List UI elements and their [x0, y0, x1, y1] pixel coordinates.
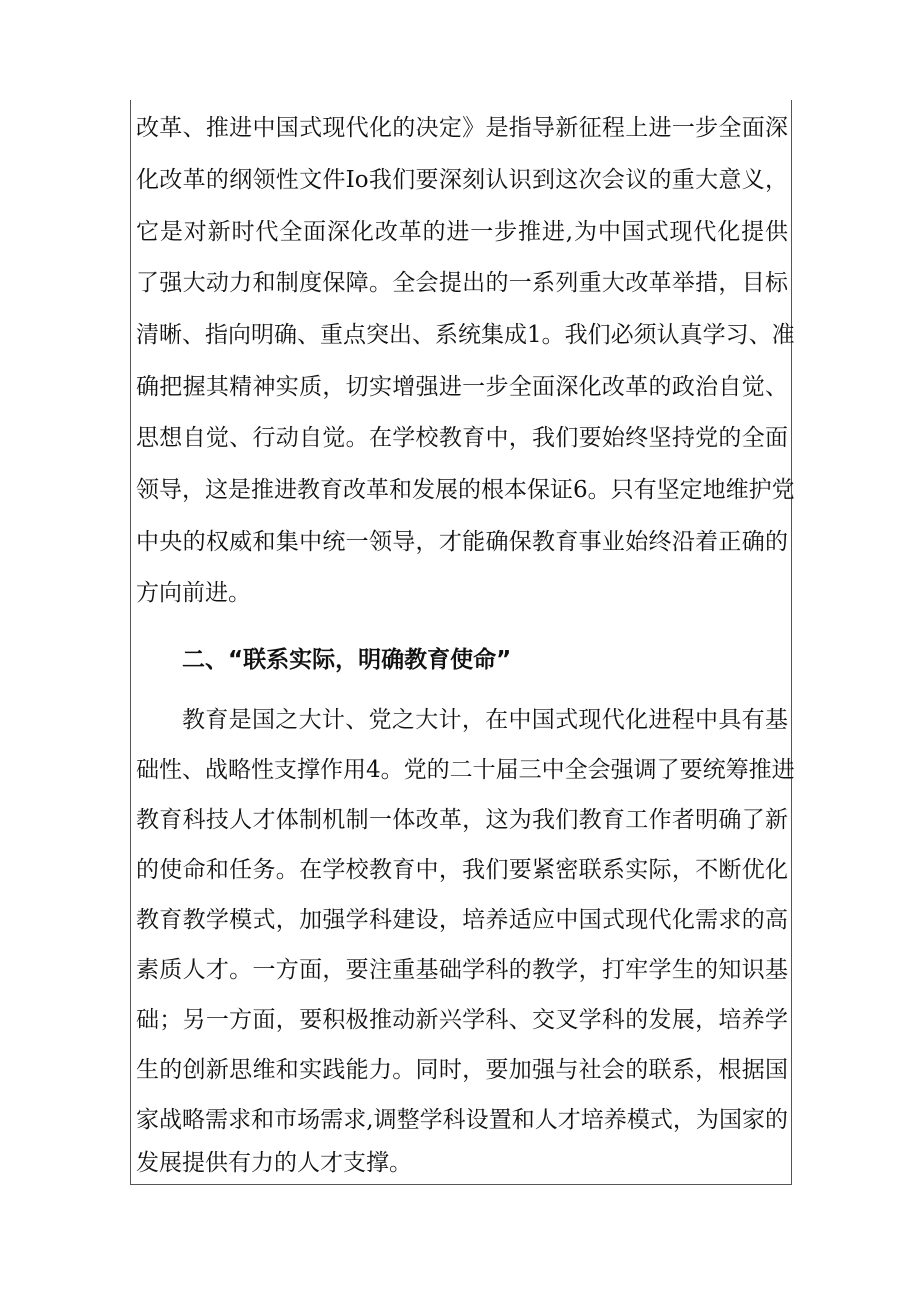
paragraph-1-line-7: 思想自觉、行动自觉。在学校教育中，我们要始终坚持党的全面 — [136, 425, 788, 451]
section-2-heading: 二、“联系实际，明确教育使命” — [182, 647, 512, 673]
paragraph-2-line-6: 素质人才。一方面，要注重基础学科的教学，打牢学生的知识基 — [136, 957, 788, 983]
paragraph-1-line-2: 化改革的纲领性文件Io我们要深刻认识到这次会议的重大意义， — [136, 167, 788, 193]
paragraph-1-line-1: 改革、推进中国式现代化的决定》是指导新征程上进一步全面深 — [136, 115, 788, 141]
paragraph-1-line-5: 清晰、指向明确、重点突出、系统集成1。我们必须认真学习、准 — [136, 322, 795, 348]
paragraph-1-line-8: 领导，这是推进教育改革和发展的根本保证6。只有坚定地维护党 — [136, 477, 795, 503]
paragraph-2-line-3: 教育科技人才体制机制一体改革，这为我们教育工作者明确了新 — [136, 807, 788, 833]
paragraph-2-line-9: 家战略需求和市场需求,调整学科设置和人才培养模式，为国家的 — [136, 1107, 788, 1133]
paragraph-1-line-6: 确把握其精神实质，切实增强进一步全面深化改革的政治自觉、 — [136, 374, 788, 400]
paragraph-2-line-7: 础；另一方面，要积极推动新兴学科、交叉学科的发展，培养学 — [136, 1007, 788, 1033]
paragraph-1-line-9: 中央的权威和集中统一领导，才能确保教育事业始终沿着正确的 — [136, 529, 788, 555]
paragraph-1-line-3: 它是对新时代全面深化改革的进一步推进,为中国式现代化提供 — [136, 219, 788, 245]
paragraph-2-line-1: 教育是国之大计、党之大计，在中国式现代化进程中具有基 — [182, 707, 788, 733]
paragraph-2-line-2: 础性、战略性支撑作用4。党的二十届三中全会强调了要统筹推进 — [136, 757, 795, 783]
paragraph-2-line-4: 的使命和任务。在学校教育中，我们要紧密联系实际，不断优化 — [136, 857, 788, 883]
paragraph-1-line-4: 了强大动力和制度保障。全会提出的一系列重大改革举措，目标 — [136, 270, 788, 296]
paragraph-1-line-10: 方向前进。 — [136, 580, 251, 606]
paragraph-2-line-8: 生的创新思维和实践能力。同时，要加强与社会的联系，根据国 — [136, 1057, 788, 1083]
paragraph-2-line-5: 教育教学模式，加强学科建设，培养适应中国式现代化需求的高 — [136, 907, 788, 933]
paragraph-2-line-10: 发展提供有力的人才支撑。 — [136, 1150, 412, 1176]
